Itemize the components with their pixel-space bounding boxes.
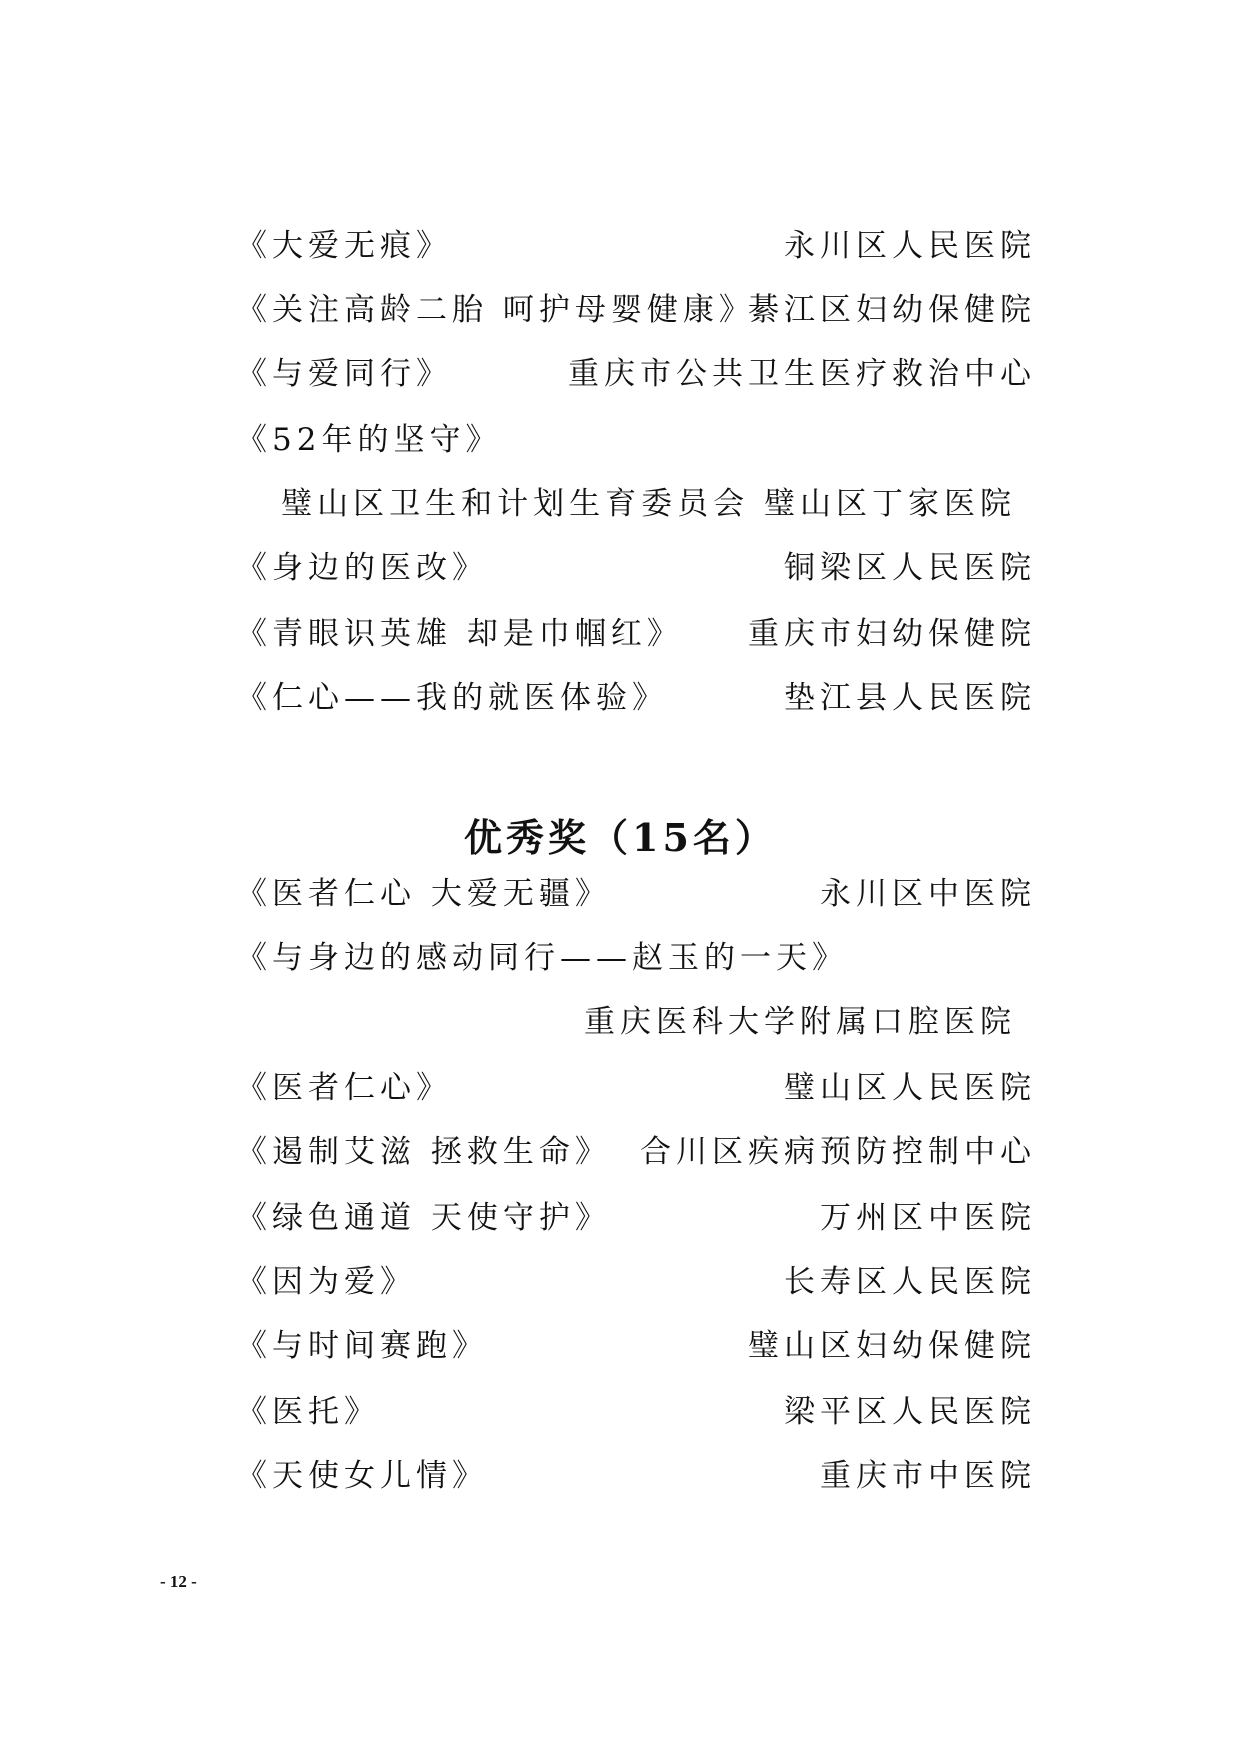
entry-organization: 长寿区人民医院 bbox=[784, 1264, 1036, 1300]
entry-title: 《绿色通道 天使守护》 bbox=[236, 1200, 611, 1236]
entry-title: 《医者仁心》 bbox=[236, 1070, 452, 1106]
entry-title: 《因为爱》 bbox=[236, 1264, 416, 1300]
entry-organization-continued: 璧山区卫生和计划生育委员会 璧山区丁家医院 bbox=[281, 486, 1016, 522]
entry-title: 《与时间赛跑》 bbox=[236, 1328, 488, 1364]
award-entry bbox=[236, 1454, 1036, 1498]
page-number: - 12 - bbox=[160, 1572, 197, 1591]
entry-title: 《与身边的感动同行——赵玉的一天》 bbox=[236, 940, 848, 976]
entry-organization: 重庆市中医院 bbox=[820, 1458, 1036, 1494]
award-entry bbox=[236, 1324, 1036, 1368]
award-entry bbox=[236, 288, 1036, 332]
entry-title: 《青眼识英雄 却是巾帼红》 bbox=[236, 616, 683, 652]
entry-organization: 永川区中医院 bbox=[820, 876, 1036, 912]
entry-title: 《关注高龄二胎 呵护母婴健康》 bbox=[236, 292, 755, 328]
award-entry bbox=[236, 1130, 1036, 1174]
award-entry bbox=[236, 1066, 1036, 1110]
entry-organization-continued: 重庆医科大学附属口腔医院 bbox=[584, 1004, 1016, 1040]
entry-organization: 梁平区人民医院 bbox=[784, 1394, 1036, 1430]
entry-title: 《医托》 bbox=[236, 1394, 380, 1430]
entry-organization: 永川区人民医院 bbox=[784, 228, 1036, 264]
award-entry bbox=[236, 936, 1036, 980]
award-entry bbox=[236, 1390, 1036, 1434]
entry-organization: 綦江区妇幼保健院 bbox=[748, 292, 1036, 328]
entry-organization: 垫江县人民医院 bbox=[784, 680, 1036, 716]
award-entry bbox=[236, 546, 1036, 590]
entry-title: 《与爱同行》 bbox=[236, 356, 452, 392]
entry-title: 《身边的医改》 bbox=[236, 550, 488, 586]
entry-title: 《遏制艾滋 拯救生命》 bbox=[236, 1134, 611, 1170]
award-entry bbox=[236, 872, 1036, 916]
entry-title: 《医者仁心 大爱无疆》 bbox=[236, 876, 611, 912]
entry-title: 《天使女儿情》 bbox=[236, 1458, 488, 1494]
section-heading: 优秀奖（15名） bbox=[464, 815, 777, 860]
entry-organization: 合川区疾病预防控制中心 bbox=[640, 1134, 1036, 1170]
entry-organization: 铜梁区人民医院 bbox=[784, 550, 1036, 586]
entry-organization: 璧山区人民医院 bbox=[784, 1070, 1036, 1106]
entry-title: 《仁心——我的就医体验》 bbox=[236, 680, 668, 716]
entry-organization: 璧山区妇幼保健院 bbox=[748, 1328, 1036, 1364]
entry-title: 《大爱无痕》 bbox=[236, 228, 452, 264]
entry-title: 《52年的坚守》 bbox=[236, 422, 502, 458]
entry-organization: 重庆市妇幼保健院 bbox=[748, 616, 1036, 652]
award-entry bbox=[236, 418, 1036, 462]
award-entry bbox=[236, 1260, 1036, 1304]
award-entry bbox=[236, 1196, 1036, 1240]
entry-organization: 万州区中医院 bbox=[820, 1200, 1036, 1236]
award-entry bbox=[236, 612, 1036, 656]
entry-organization: 重庆市公共卫生医疗救治中心 bbox=[568, 356, 1036, 392]
award-entry bbox=[236, 676, 1036, 720]
award-entry bbox=[236, 352, 1036, 396]
award-entry bbox=[236, 224, 1036, 268]
